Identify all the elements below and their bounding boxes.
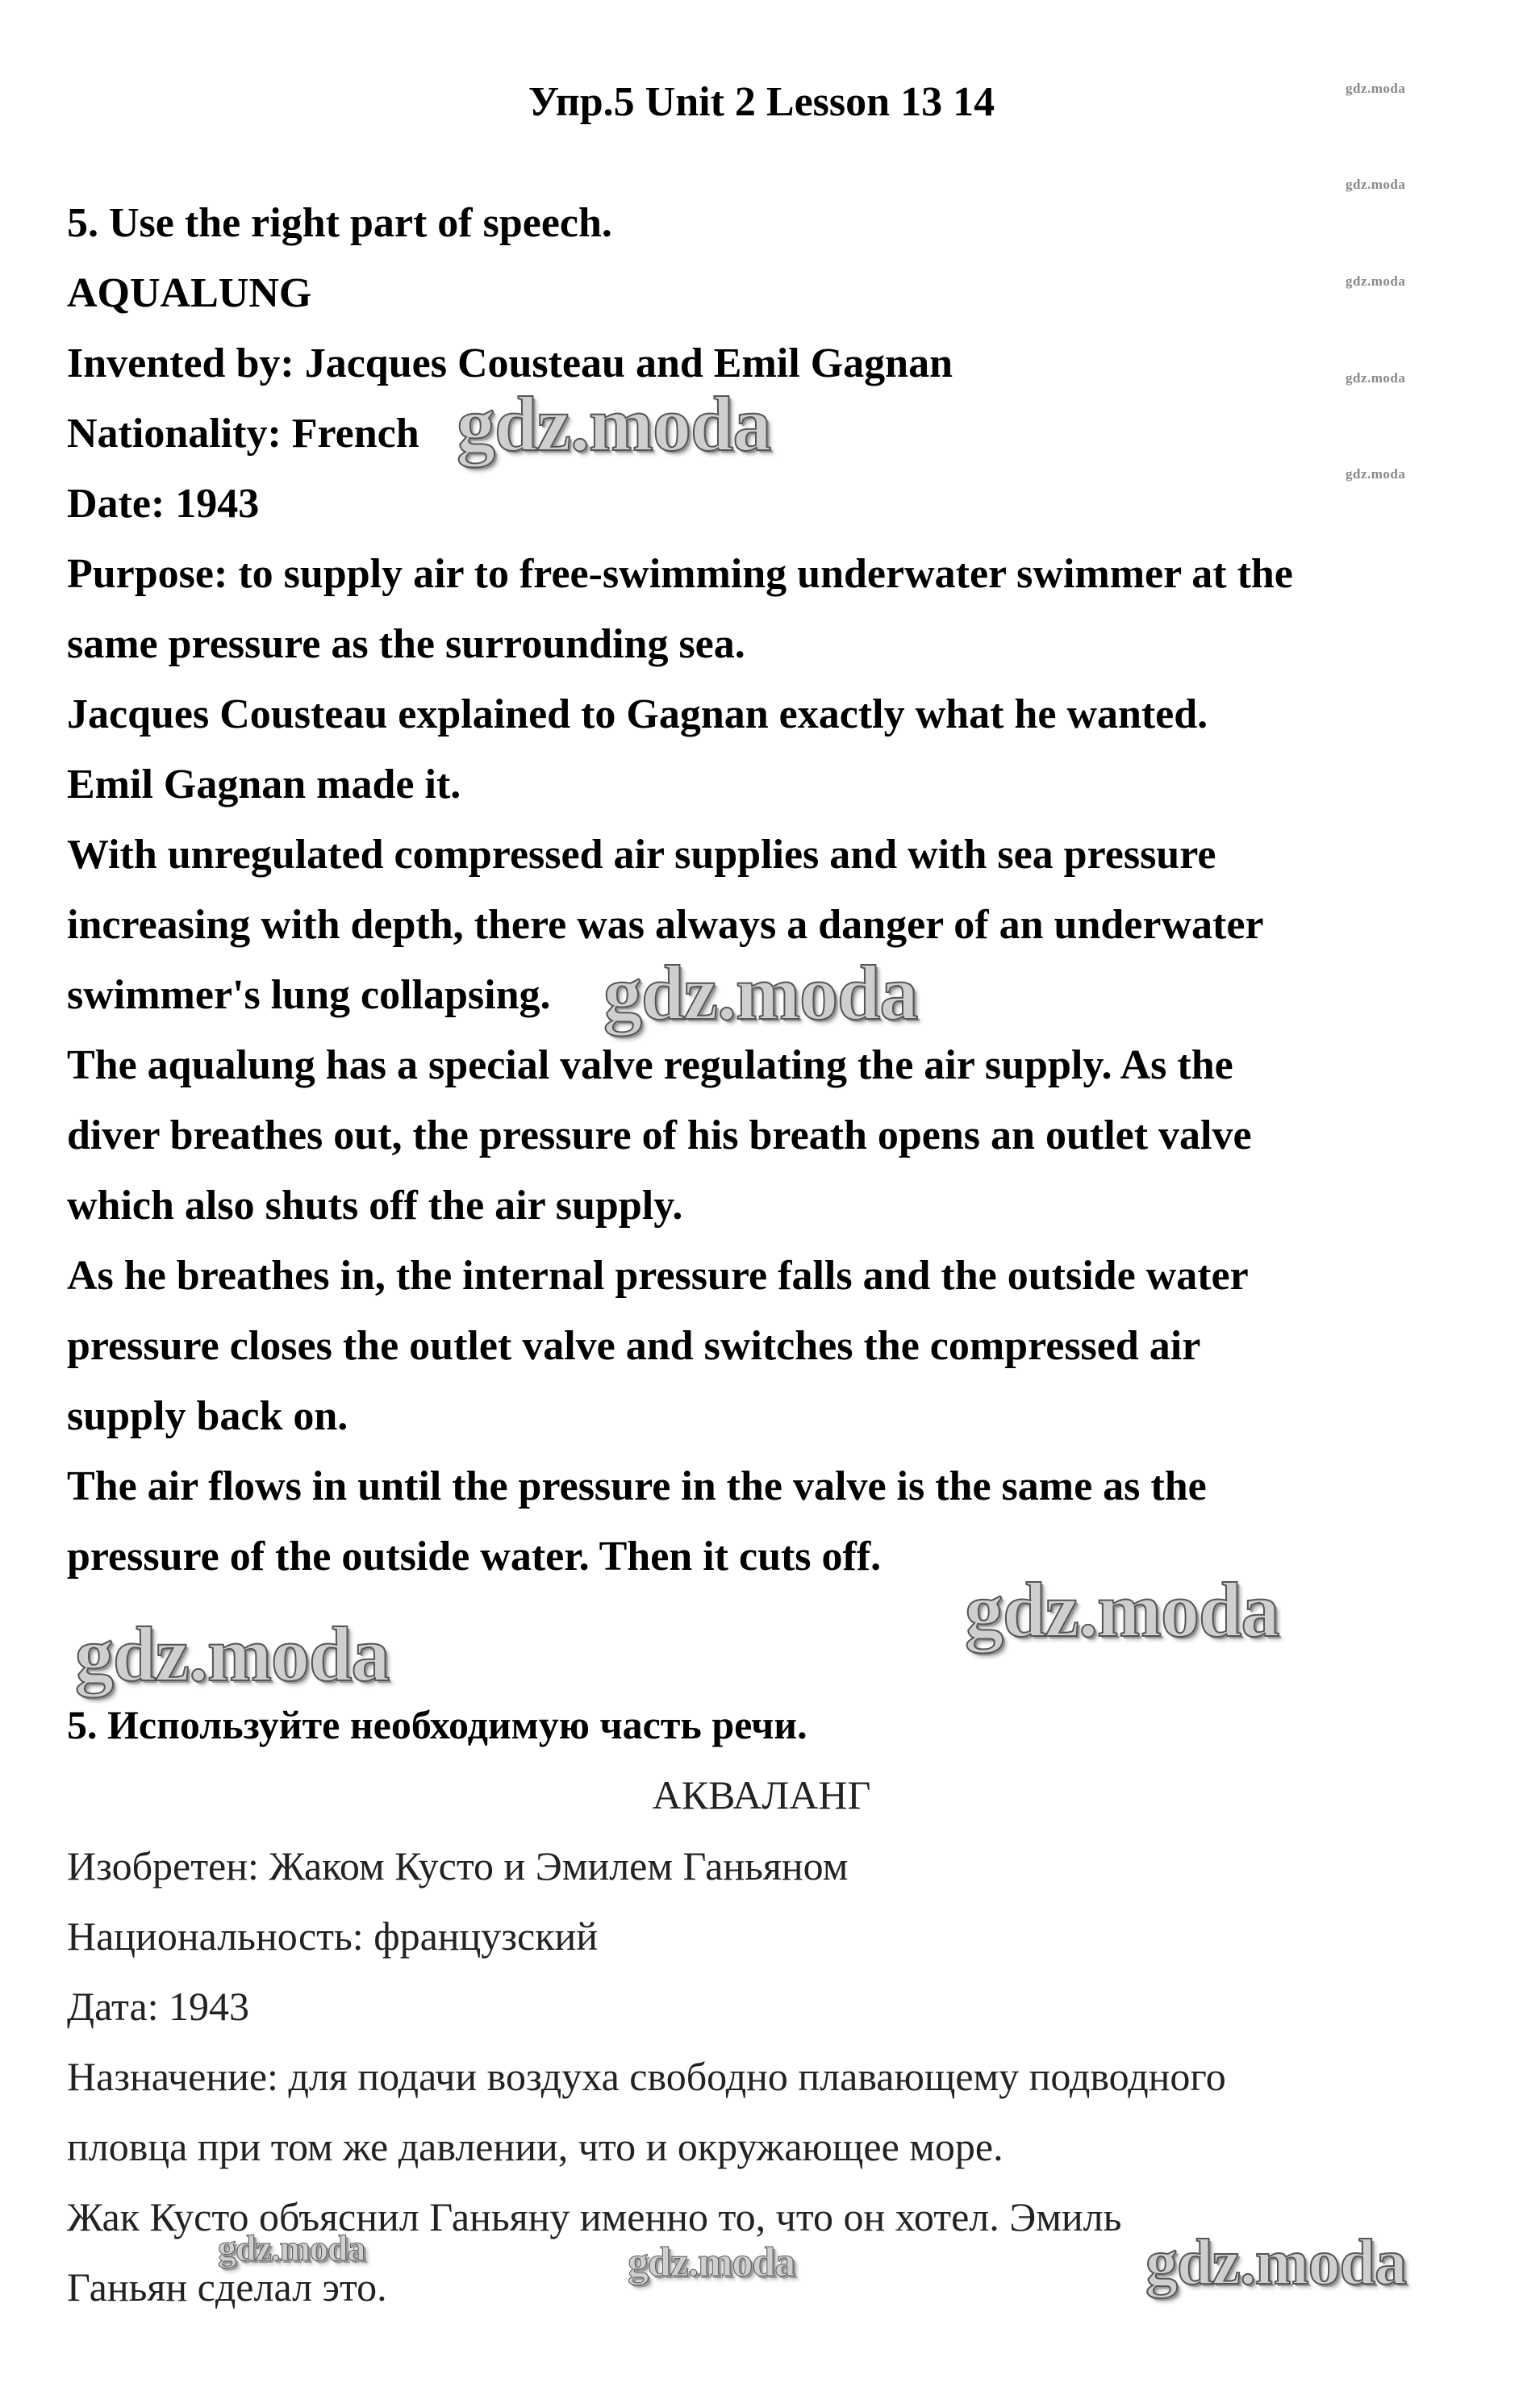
translation-line: Дата: 1943 [67, 1984, 250, 2029]
text-line: Nationality: French [67, 411, 419, 457]
text-line: diver breathes out, the pressure of his breath opens an outlet valve [67, 1112, 1252, 1158]
watermark-small: gdz.moda [1346, 273, 1406, 289]
watermark-small: gdz.moda [1346, 370, 1406, 386]
text-line: increasing with depth, there was always a danger of an underwater [67, 902, 1264, 948]
watermark-small: gdz.moda [1346, 466, 1406, 482]
page-title: Упр.5 Unit 2 Lesson 13 14 [528, 79, 995, 125]
watermark-large: gdz.moda [75, 1611, 390, 1697]
watermark-large: gdz.moda [603, 949, 918, 1036]
text-line: Invented by: Jacques Cousteau and Emil Gagnan [67, 340, 953, 386]
exercise-heading: 5. Use the right part of speech. [67, 200, 612, 246]
watermark-small: gdz.moda [1346, 81, 1406, 96]
text-line: same pressure as the surrounding sea. [67, 621, 745, 667]
text-line: Date: 1943 [67, 481, 260, 527]
watermark-small: gdz.moda [1346, 177, 1406, 192]
watermark-large: gdz.moda [628, 2239, 795, 2285]
translation-line: Назначение: для подачи воздуха свободно плавающему подводного [67, 2054, 1226, 2099]
translation-line: Ганьян сделал это. [67, 2264, 387, 2310]
watermark-large: gdz.moda [1145, 2227, 1407, 2298]
text-line: Jacques Cousteau explained to Gagnan exactly what he wanted. [67, 691, 1208, 737]
text-line: As he breathes in, the internal pressure falls and the outside water [67, 1253, 1249, 1299]
text-line: pressure closes the outlet valve and switches the compressed air [67, 1323, 1201, 1369]
text-line: swimmer's lung collapsing. [67, 972, 551, 1018]
invention-title: AQUALUNG [67, 270, 312, 316]
translation-heading: 5. Используйте необходимую часть речи. [67, 1702, 807, 1747]
text-line: With unregulated compressed air supplies and with sea pressure [67, 832, 1216, 878]
text-line: supply back on. [67, 1393, 348, 1439]
watermark-large: gdz.moda [965, 1567, 1279, 1653]
text-line: Emil Gagnan made it. [67, 762, 461, 808]
translation-title: АКВАЛАНГ [652, 1772, 871, 1817]
text-line: The aqualung has a special valve regulating the air supply. As the [67, 1042, 1233, 1088]
text-line: which also shuts off the air supply. [67, 1183, 683, 1229]
english-text-block [67, 188, 1479, 1592]
watermark-large: gdz.moda [457, 381, 771, 467]
text-line: Purpose: to supply air to free-swimming underwater swimmer at the [67, 551, 1293, 597]
translation-line: Национальность: французский [67, 1913, 599, 1959]
translation-line: Жак Кусто объяснил Ганьяну именно то, что он хотел. Эмиль [67, 2194, 1122, 2239]
text-line: The air flows in until the pressure in the valve is the same as the [67, 1463, 1207, 1509]
translation-line: пловца при том же давлении, что и окружающее море. [67, 2124, 1004, 2169]
text-line: pressure of the outside water. Then it cuts off. [67, 1534, 882, 1580]
translation-line: Изобретен: Жаком Кусто и Эмилем Ганьяном [67, 1843, 849, 1888]
watermark-large: gdz.moda [218, 2227, 365, 2268]
